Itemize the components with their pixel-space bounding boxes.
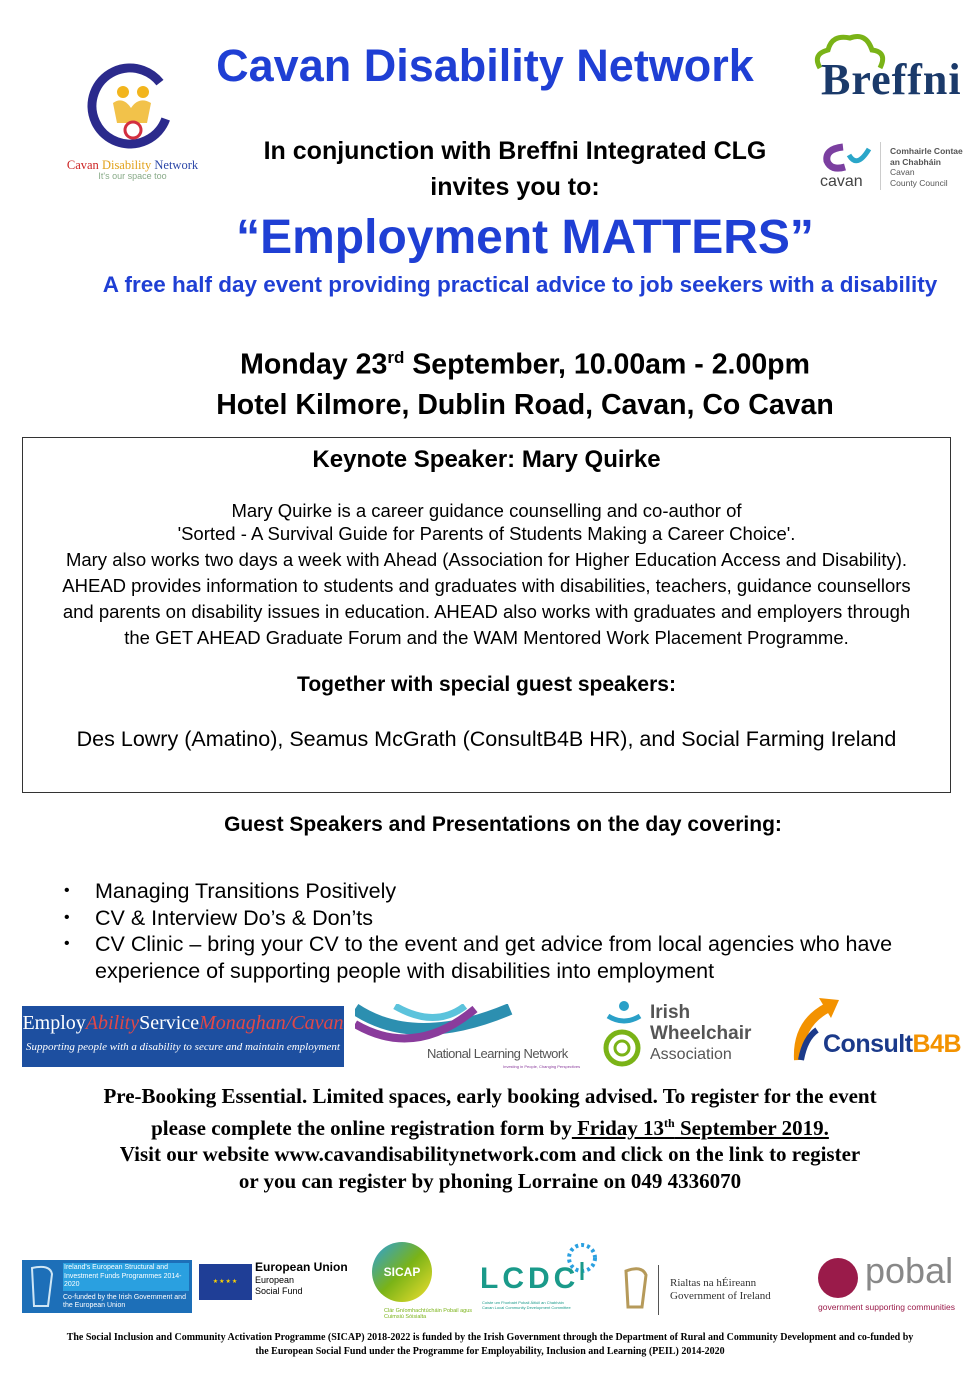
event-subtitle: A free half day event providing practical advice to job seekers with a disability <box>102 272 938 297</box>
keynote-heading: Keynote Speaker: Mary Quirke <box>312 446 661 473</box>
logo-tagline: Investing in People, Changing Perspectives <box>503 1064 581 1069</box>
logo-text: Disability <box>101 158 155 172</box>
sicap-circle-icon: SICAP <box>372 1242 432 1302</box>
logo-text: National Learning Network <box>427 1046 568 1061</box>
pobal-circle-icon <box>818 1258 858 1298</box>
bio-line: AHEAD provides information to students and graduates with disabilities, teachers, guidance counsellors <box>62 575 911 596</box>
list-item: • CV Clinic – bring your CV to the event and get advice from local agencies who have experience of supporting people with disabilities into employment <box>60 931 960 984</box>
logo-text: Irish <box>650 1002 691 1023</box>
conjunction-text <box>230 133 800 205</box>
logo-text: County Council <box>890 177 948 188</box>
topics-list <box>60 878 960 984</box>
logo-text: Co-funded by the Irish Government and the European Union <box>63 1293 186 1309</box>
bio-line: the GET AHEAD Graduate Forum and the WAM Mentored Work Placement Programme. <box>124 627 849 648</box>
lcdc-logo <box>480 1242 605 1327</box>
european-social-fund-logo <box>199 1262 354 1302</box>
guest-speakers-heading: Together with special guest speakers: <box>297 673 676 696</box>
cavan-county-council-logo <box>818 140 978 195</box>
breffni-logo <box>805 32 975 102</box>
esif-logo <box>22 1260 192 1313</box>
keynote-bio <box>23 498 950 651</box>
bio-line: Mary Quirke is a career guidance counselling and co-author of <box>231 500 742 521</box>
logo-tagline: Clár Gníomhachtúcháin Pobail agus Cuimsiú Sóisialta <box>384 1308 473 1320</box>
event-venue: Hotel Kilmore, Dublin Road, Cavan, Co Cavan <box>216 388 834 421</box>
bio-line: and parents on disability issues in education. AHEAD also works with graduates and employers through <box>62 601 911 622</box>
page-title: Cavan Disability Network <box>216 40 754 91</box>
sicap-logo <box>370 1242 480 1327</box>
booking-line: please complete the online registration form by Friday 13th September 2019. <box>151 1115 829 1140</box>
funding-footer: The Social Inclusion and Community Activation Programme (SICAP) 2018-2022 is funded by the Irish Government through the Department of Rural and Community Development and co-funded by the European Social Fund under the Programme for Employability, Inclusion and Learning (PEIL) 2014-2020 <box>66 1332 914 1357</box>
logo-text: LCDC <box>480 1262 580 1295</box>
logo-text: Cavan <box>66 158 102 172</box>
booking-line: Pre-Booking Essential. Limited spaces, early booking advised. To register for the event <box>103 1084 877 1108</box>
booking-info <box>20 1083 960 1194</box>
logo-text: Government of Ireland <box>670 1290 771 1302</box>
logo-text: Comhairle Contae <box>890 146 963 156</box>
list-item: • Managing Transitions Positively <box>60 878 960 905</box>
employability-logo: EmployAbilityServiceMonaghan/Cavan Supporting people with a disability to secure and maintain employment <box>22 1006 344 1067</box>
cdn-logo-icon <box>55 58 210 153</box>
logo-tagline: Supporting people with a disability to secure and maintain employment <box>26 1041 340 1053</box>
topics-heading: Guest Speakers and Presentations on the day covering: <box>224 813 782 836</box>
logo-text: Social Fund <box>255 1286 303 1296</box>
bio-line: Mary also works two days a week with Ahead (Association for Higher Education Access and Disability). <box>65 549 908 570</box>
bio-line: 'Sorted - A Survival Guide for Parents of Students Making a Career Choice'. <box>177 523 796 544</box>
logo-text: Wheelchair <box>650 1023 752 1044</box>
deadline: Friday 13th September 2019. <box>571 1115 829 1140</box>
conjunction-line: In conjunction with Breffni Integrated CLG <box>263 137 767 165</box>
logo-text: pobal <box>865 1250 954 1291</box>
cavan-c-icon <box>821 143 876 173</box>
logo-text: cavan <box>820 173 863 190</box>
logo-text: an Chabháin <box>890 156 942 167</box>
government-of-ireland-logo <box>620 1265 790 1315</box>
logo-text: Ireland's European Structural and Investment Funds Programmes 2014-2020 <box>63 1263 189 1291</box>
eu-flag-icon: ★★★★ <box>199 1264 252 1300</box>
nln-swoosh-icon <box>355 1004 515 1049</box>
list-item: • CV & Interview Do’s & Don’ts <box>60 905 960 932</box>
logo-text: European <box>255 1275 295 1285</box>
phone-line: or you can register by phoning Lorraine on 049 4336070 <box>238 1168 742 1193</box>
pobal-logo <box>815 1250 965 1316</box>
invites-line: invites you to: <box>430 173 600 201</box>
event-details <box>150 338 900 425</box>
website-line[interactable]: Visit our website www.cavandisabilitynetwork.com and click on the link to register <box>119 1142 861 1166</box>
cavan-disability-network-logo <box>55 58 210 181</box>
harp-icon <box>22 1260 60 1313</box>
breffni-wordmark: Breffni <box>821 55 962 104</box>
event-title: “Employment MATTERS” <box>236 211 814 264</box>
consultb4b-logo: ConsultB4B <box>793 994 953 1066</box>
logo-tagline: Coiste um Fhorbairt Pobail Áitiúil an Chabháin Cavan Local Community Development Committee <box>482 1300 571 1310</box>
event-date: Monday 23rd September, 10.00am - 2.00pm <box>240 348 810 381</box>
iwa-swirl-icon <box>600 998 646 1070</box>
logo-text: Network <box>154 158 199 172</box>
logo-text: Association <box>650 1046 732 1063</box>
logo-tagline: government supporting communities <box>818 1302 956 1312</box>
keynote-box <box>22 437 951 793</box>
guest-speakers-list: Des Lowry (Amatino), Seamus McGrath (ConsultB4B HR), and Social Farming Ireland <box>76 727 897 751</box>
national-learning-network-logo <box>355 1004 590 1074</box>
logo-tagline: It's our space too <box>98 171 167 181</box>
logo-text: Rialtas na hÉireann <box>670 1277 757 1289</box>
logo-text: European Union <box>255 1260 348 1274</box>
irish-wheelchair-association-logo <box>600 998 780 1070</box>
logo-text: Cavan <box>890 167 915 177</box>
harp-icon <box>620 1265 650 1311</box>
